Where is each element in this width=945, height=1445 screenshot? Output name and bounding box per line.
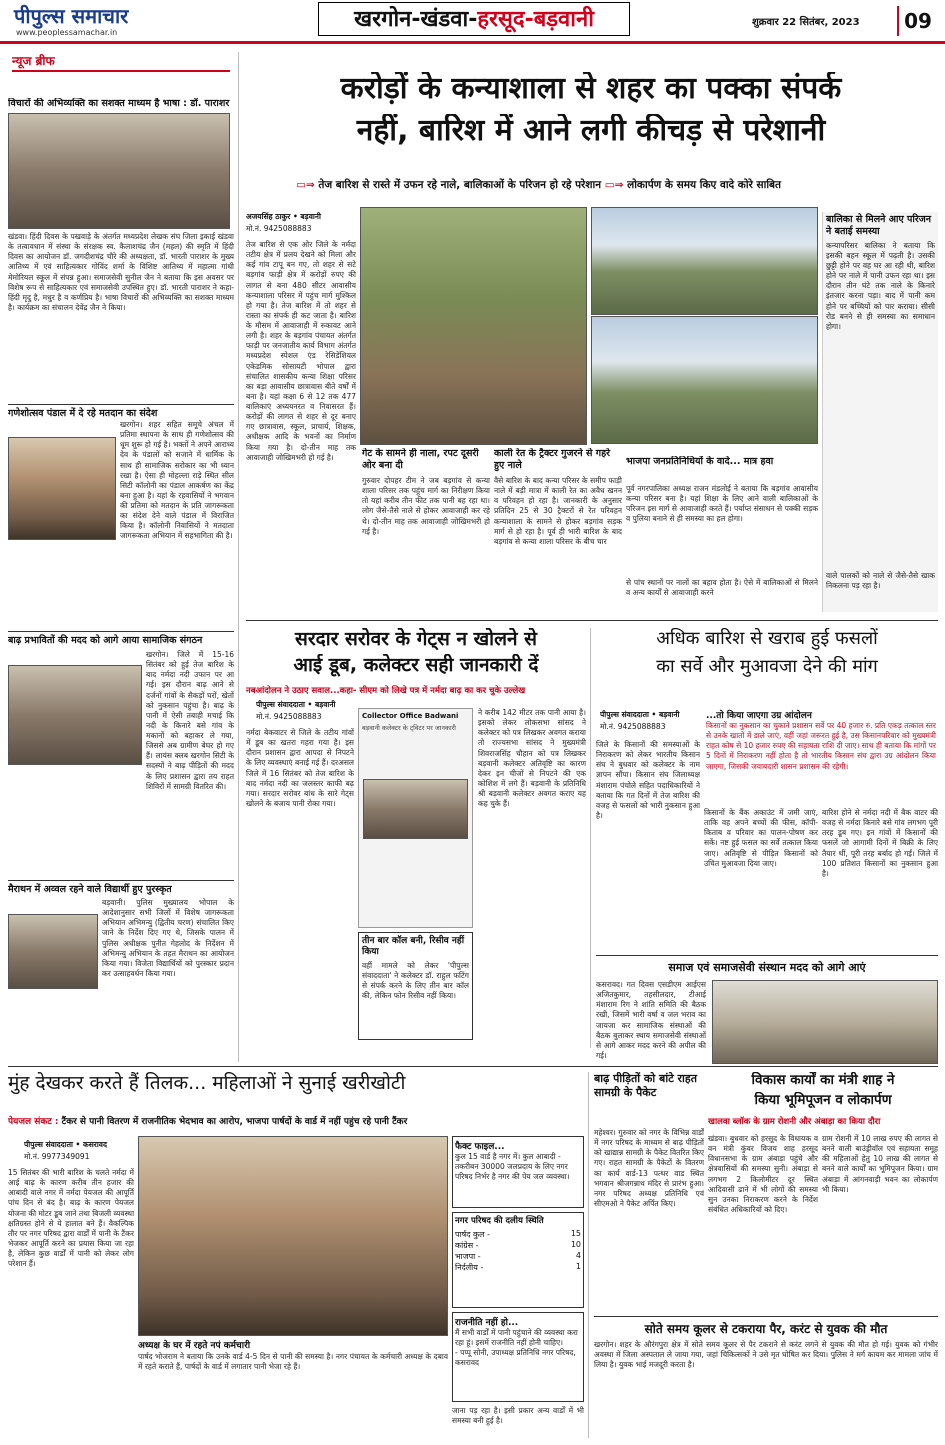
minister-body-1: खंडवा। बुधवार को हरसूद के विधायक व वन मंत्री कुंवर विजय शाह हरसूद विधानसभा के ग्राम अंबाड़ा पहुंचे और क्षेत्रवासियों की समस्या सुनी। अंबाड़ा से लगभग 2 किलोमीटर दूर स्थित आदिवासी ढाने में भी लोगों की समस्या सुन उनका निराकरण करने के निर्देश संबंधित अधिकारियों को दिए। [708,1134,818,1214]
sardar-headline-2: आई डूब, कलेक्टर सही जानकारी दें [293,654,539,676]
lead-sub1-caption: गेट के सामने ही नाला, रपट दूसरी ओर बना दी [362,448,479,471]
tilak-deck-label: पेयजल संकट : [8,1117,59,1127]
brief-3-body: खरगोन। जिले में 15-16 सितंबर को हुई तेज बारिश के बाद नर्मदा नदी उफान पर आ गई। इस दौरान बाढ़ आने से दर्जनों गांवों के सैकड़ों घरों, खेतों को नुकसान पहुंचा है। बाढ़ के पानी में ऐसी तबाही मचाई कि नदी के किनारे बसे गांव के मकानों को बहाकर ले गया, जिससे अब ग्रामीण बेघर हो गए हैं। लायंस क्लब खरगोन सिटी के सदस्यों ने बाढ़ पीड़ितों की मदद के लिए प्रशासन द्वारा तय राहत शिविरों में सामग्री वितरित की। [146,650,234,791]
tilak-photo [138,1136,448,1336]
tilak-tail: जाना पड़ रहा है। इसी प्रकार अन्य वार्डों में भी समस्या बनी हुई है। [452,1406,584,1426]
masthead-logo[interactable]: पीपुल्स समाचार [14,4,129,28]
lead-deck-1: तेज बारिश से रास्ते में उफन रहे नाले, बालिकाओं के परिजन हो रहे परेशान [318,179,602,191]
crops-mobile: मो.नं. 9425088883 [600,722,666,731]
news-brief-label: न्यूज ब्रीफ [12,52,230,72]
party-name: पार्षद कुल - [455,1230,491,1239]
brief-4-photo [8,914,98,989]
tilak-photo-text: पार्षद भोजराम ने बताया कि उनके वार्ड 4-5 दिन से पानी की समस्या है। नगर पंचायत के कर्मचारी अध्यक्ष के दबाव में रहते कराते हैं, पार्षदों के वार्ड में लगातार पानी भेजा रहे हैं। [138,1352,448,1372]
lead-sub3-text: पूर्व नगरपालिका अध्यक्ष राजन मंडलोई ने बताया कि बड़गांव आवासीय कन्या परिसर बना है। यहां शिक्षा के लिए आने वाली बालिकाओं के परिजन इस मार्ग से आवाजाही करते हैं। पर्याप्त संसाधन से पक्की सड़क व पुलिया बनाने से ही समस्या का हल होगा। [626,484,818,524]
quote-box [452,1312,584,1402]
minister-deck: खालवा ब्लॉक के ग्राम रोशनी और अंबाड़ा का किया दौरा [708,1117,881,1127]
sardar-doc-sub: बड़वानी कलेक्टर के ट्विटर पर जानकारी [362,724,456,732]
crops-headline-1: अधिक बारिश से खराब हुई फसलों [656,628,878,649]
section-title-1: खरगोन-खंडवा- [354,7,478,32]
minister-headline-1: विकास कार्यों का मंत्री शाह ने [751,1072,895,1088]
sardar-mobile: मो.नं. 9425088883 [256,712,322,721]
crops-body-2: किसानों के बैंक अकाउंट में जमी जाएं, ताकि वह अपने बच्चों की फीस, कॉपी-किताब व परिवार का पालन-पोषण कर सकें। नष्ट हुई फसल का सर्वे तत्काल किया जाए। अतिवृष्टि से पीड़ित किसानों को उचित मुआवजा दिया जाए। [704,808,818,868]
party-count: 4 [575,1251,581,1260]
lead-byline: अजयसिंह ठाकुर • बड़वानी [246,212,321,221]
fact-file-box [452,1136,584,1208]
lead-deck-2: लोकार्पण के समय किए वादे कोरे साबित [627,179,782,191]
sardar-box [358,932,473,1040]
crops-body-1: जिले के किसानों की समस्याओं के निराकरण को लेकर भारतीय किसान संघ ने बुधवार को कलेक्टर के नाम ज्ञापन सौंपा। किसान संघ जिलाध्यक्ष मंशाराम पंचोले सहित पदाधिकारियों ने बताया कि गत दिनों में तेज बारिश की वजह से फसलों को भारी नुकसान हुआ है। [596,740,700,820]
party-row [455,1262,581,1273]
brief-1-photo [8,113,230,229]
fact-file-title: फैक्ट फाइल... [455,1142,505,1152]
sardar-deck: नबआंदोलन ने उठाए सवाल...कहा- सीएम को लिखे पत्र में नर्मदा बाढ़ का कर चुके उल्लेख [246,686,526,696]
crops-box [704,706,938,806]
party-title: नगर परिषद की दलीय स्थिति [455,1216,544,1226]
brief-2-headline: गणेशोत्सव पंडाल में दे रहे मतदान का संदेश [8,404,234,419]
tilak-photo-caption: अध्यक्ष के घर में रहते नपं कर्मचारी [138,1341,251,1351]
section-title-2: हरसूद- [477,7,534,32]
brief-2-photo [8,437,116,540]
crops-box-body: किसानों का नुकसान का चुकाने प्रशासन सर्वे पर 40 हजार रु. प्रति एकड़ तत्काल स्तर से उनके खातों में डाले जाएं, वहीं जहां जरूरत हुई है, उस किसानपरिवार को मुख्यमंत्री राहत कोष से 10 हजार रुपए की सहायता राशि दी जाए। साथ ही बताया कि मांगों पर 5 दिनों में निराकरण नहीं होता है तो भारतीय किसान संघ द्वारा उग्र आंदोलन किया जाएगा, जिसकी जवाबदारी शासन प्रशासन की रहेगी। [706,721,936,771]
lead-photo-hostel [591,316,818,444]
sardar-box-title: तीन बार कॉल बनी, रिसीव नहीं किया [362,936,465,957]
cooler-body: खरगोन। शहर के औरंगपुरा क्षेत्र में सोते समय कूलर से पैर टकराने से करंट लगने से युवक की मौत हो गई। युवक को गंभीर अवस्था में जिला अस्पताल ले जाया गया, जहां चिकित्सकों ने उसे मृत घोषित कर दिया। पुलिस ने मर्ग कायम कर मामला जांच में लिया है। युवक भाई मजदूरी करता है। [594,1340,938,1370]
crops-box-title: ...तो किया जाएगा उग्र आंदोलन [706,711,812,721]
issue-date: शुक्रवार 22 सितंबर, 2023 [752,17,860,28]
party-row [455,1251,581,1262]
brief-2-body: खरगोन। शहर सहित समूचे अंचल में प्रतिमा स्थापना के साथ ही गणेशोत्सव की धूम शुरू हो गई है। भक्तों ने अपने आराध्य देव के पंडालों को सजाने में धार्मिक के साथ ही सामाजिक सरोकार का भी ध्यान रखा है। ऐसा ही मोहल्ला राड़े स्थित सील सिटी कॉलोनी का पंडाल आकर्षण का केंद्र बना हुआ है। यहां के रहवासियों ने भगवान की प्रतिमा को मतदान के प्रति जागरूकता का संदेश देने वाले पंडाल में विराजित किया है। कॉलोनी निवासियों ने मतदाता जागरूकता अभियान में सहभागिता की है। [120,420,234,541]
tilak-headline: मुंह देखकर करते हैं तिलक... महिलाओं ने सुनाई खरीखोटी [8,1072,406,1094]
party-count: 15 [570,1229,581,1238]
lead-sidebar-title: बालिका से मिलने आए परिजन ने बताई समस्या [826,214,932,237]
brief-4-headline: मैराथन में अव्वल रहने वाले विद्यार्थी हुए पुरस्कृत [8,880,234,895]
party-name: निर्दलीय - [455,1263,484,1272]
brief-4-body: बड़वानी। पुलिस मुख्यालय भोपाल के आदेशानुसार सभी जिलों में विशेष जागरूकता अभियान अभिमन्यु (द्वितीय चरण) संचालित किए जाने के निर्देश दिए गए थे, जिसके पालन में पुलिस अधीक्षक पुनीत गेहलोद के निर्देशन में अभिमन्यु अभियान के तहत मैराथन का आयोजन किया गया। विजेता विद्यार्थियों को पुरस्कार प्रदान कर उत्साहवर्धन किया गया। [102,898,234,978]
lead-sidebar-tail: वाले पालकों को नाले से जैसे-तैसे खाक निकलना पड़ रहा है। [826,570,935,590]
social-body: कसरावद। गत दिवस एसडीएम आईएस अजितकुमार, तहसीलदार, टीआई मंशाराम रिग ने शांति समिति की बैठक रखी, जिसमें भारी वर्षा व जल भराव का जायजा कर सामाजिक संस्थाओं की बैठक बुलाकर स्थाय समाजसेवी संस्थाओं से आगे आकर मदद करने की अपील की गई। [596,980,706,1060]
sardar-byline: पीपुल्स संवाददाता • बड़वानी [256,700,336,709]
quote-attrib: - पप्पू सोनी, उपाध्यक्ष प्रतिनिधि नगर परिषद, कसरावद [455,1348,576,1368]
sardar-body-2: ने करीब 142 मीटर तक पानी आया है। इसको लेकर लोकसभा सांसद ने कलेक्टर को पत्र लिखकर अवगत कराया तो राज्यसभा सांसद ने मुख्यमंत्री शिवराजसिंह चौहान को पत्र लिखकर बड़वानी कलेक्टर अतिवृष्टि का कारण देकर इन चीजों से निपटने की एक कोशिश में लगे हैं। बड़वानी के प्रतिनिधि श्री बड़वानी कलेक्टर अवगत कराए यह कह चुके हैं। [478,708,586,809]
relief-headline: बाढ़ पीड़ितों को बांटे राहत सामग्री के पैकेट [594,1072,698,1099]
minister-body-2: ग्राम रोशनी में 10 लाख रुपए की लागत से बनने वाली बाउंड्रीवॉल एवं सहायता समूह की महिलाओं हेतु 10 लाख की लागत से बनने वाले कार्यों का भूमिपूजन किया। ग्राम अंबाड़ा में आंगनवाड़ी भवन का लोकार्पण भी किया। [822,1134,938,1194]
brief-1-headline: विचारों की अभिव्यक्ति का सशक्त माध्यम है भाषा : डॉ. पाराशर [8,98,230,109]
crops-headline-2: का सर्वे और मुआवजा देने की मांग [656,656,878,677]
social-headline: समाज एवं समाजसेवी संस्थान मदद को आगे आएं [668,961,866,974]
deck-arrow-1-icon: ▭⇒ [296,179,315,191]
tilak-mobile: मो.नं. 9977349091 [24,1152,90,1161]
lead-sub3-caption: भाजपा जनप्रतिनिधियों के वादे... मात्र हवा [626,456,774,467]
sardar-headline-1: सरदार सरोवर के गेट्स न खोलने से [295,628,537,650]
page-number: 09 [897,6,937,36]
brief-3-headline: बाढ़ प्रभावितों की मदद को आगे आया सामाजिक संगठन [8,631,234,646]
lead-deck [296,178,936,192]
deck-arrow-2-icon: ▭⇒ [604,179,624,191]
social-photo [712,980,938,1064]
tilak-deck-text: टैंकर से पानी वितरण में राजनीतिक भेदभाव का आरोप, भाजपा पार्षदों के वार्ड में नहीं पहुंच रहे पानी टैंकर [61,1117,408,1127]
lead-headline-2: नहीं, बारिश में आने लगी कीचड़ से परेशानी [356,114,826,148]
sardar-doc-photo [363,779,468,839]
lead-sidebar [822,212,938,612]
quote-title: राजनीति नहीं हो... [455,1318,519,1328]
tilak-deck [8,1114,584,1127]
tilak-byline: पीपुल्स संवाददाता • कसरावद [24,1140,107,1149]
quote-body: मैं सभी वार्डों में पानी पहुंचाने की व्यवस्था करा रहा हूं। इसमें राजनीति नहीं होनी चाहिए। [455,1328,578,1348]
crops-byline: पीपुल्स संवाददाता • बड़वानी [600,710,680,719]
sardar-doc-header: Collector Office Badwani [362,712,459,720]
party-row [455,1229,581,1240]
relief-body: महेश्वर। गुरुवार को नगर के विभिन्न वार्डों में नगर परिषद के माध्यम से बाढ़ पीड़ितों को खाद्यान्न सामग्री के पैकेट वितरित किए गए। राहत सामग्री के पैकेटों के वितरण का कार्य वार्ड-13 पत्थर वाड स्थित भगवान श्रीजगन्नाथ मंदिर से प्रारंभ हुआ। नगर परिषद अध्यक्ष प्रतिनिधि एवं सीएमओ ने पैकेट अर्पित किए। [594,1128,704,1208]
lead-sub1-text: गुरुवार दोपहर टीम ने जब बड़गांव से कन्या शाला परिसर तक पहुंच मार्ग का निरीक्षण किया तो यहां करीब तीन फीट तक पानी बह रहा था। लोग जैसे-तैसे नाले से होकर आवाजाही कर रहे थे। दो-तीन माह तक आवाजाही जोखिमभरी हो गई है। [362,476,490,536]
section-title [318,2,630,36]
lead-sub2-caption: काली रेत के ट्रैक्टर गुजरने से गहरे हुए नाले [494,448,610,471]
cooler-headline: सोते समय कूलर से टकराया पैर, करंट से युवक की मौत [644,1322,888,1336]
lead-sidebar-body: कन्यापरिसर बालिका ने बताया कि इसकी बहन स्कूल में पढ़ती है। उसकी छुट्टी होने पर वह घर आ रही थी, बारिश होने पर नाले में पानी उफन रहा था। इस दौरान तीन घंटे तक नाले के किनारे इंतजार करना पड़ा। बाद में पानी कम होने पर बच्चियों को पार कराया। सीसी रोड बनने से ही समस्या का समाधान होगा। [826,240,935,331]
lead-photo-campus [591,207,818,315]
party-row [455,1240,581,1251]
lead-photo-road [360,207,587,445]
brief-1-body: खंडवा। हिंदी दिवस के पखवाड़े के अंतर्गत मध्यप्रदेश लेखक संघ जिला इकाई खंडवा के तत्वावधान में संस्था के संरक्षक स्व. कैलाशचंद्र जैन (महल) की स्मृति में हिंदी दिवस का आयोजन डॉ. जगदीशचंद्र चौरे की अध्यक्षता, डॉ. भारती पाराशर के मुख्य आतिथ्य में एवं साहित्यकार गोविंद शर्मा के विशिष्ट आतिथ्य में महात्मा गांधी मेमोरियल स्कूल में संपन्न हुआ। समाजसेवी सुनील जैन ने बताया कि इस अवसर पर विशेष रूप से साहित्यकार एवं समाजसेवी उपस्थित हुए। डॉ. भारती पाराशर ने कहा- हिंदी मृदु है, मधुर है व कर्णप्रिय है। भाषा विचारों की अभिव्यक्ति का सशक्त माध्यम है। कार्यक्रम का संचालन देवेंद्र जैन ने किया। [8,232,234,312]
minister-headline-2: किया भूमिपूजन व लोकार्पण [754,1092,892,1108]
lead-body: तेज बारिश से एक ओर जिले के नर्मदा तटीय क्षेत्र में प्रलय देखने को मिला और कई गांव टापू बन गए, तो शहर से सटे बड़गांव फाड़ी क्षेत्र में करोड़ों रुपए की लागत से बना 480 सीटर आवासीय कन्याशाला परिसर में पहुंच मार्ग मुश्किल हो गया है। तेज बारिश में तो शहर से रास्ता का संपर्क ही कट जाता है। बारिश के मौसम में आवाजाही में रुकावट आने लगी है। शहर के बड़गांव पंचायत अंतर्गत फाड़ी पर जनजातीय कार्य विभाग अंतर्गत मध्यप्रदेश स्पेशल एंड रेसिडेंशियल एकेडमिक सोसायटी भोपाल द्वारा संचालित शासकीय कन्या शिक्षा परिसर का बड़ा आवासीय छात्रावास बीते वर्षों में बना है। यहां कक्षा 6 से 12 तक 477 बालिकाएं अध्ययनरत व निवासरत हैं। करोड़ों की लागत से शहर से दूर बनाए गए छात्रावास, स्कूल, प्राचार्य, शिक्षक, अधीक्षक आदि के भवनों का निर्माण किया गया है। दो-तीन माह तक आवाजाही जोखिमभरी हो गई है। [246,240,356,462]
party-box [452,1212,584,1308]
party-name: कांग्रेस - [455,1241,479,1250]
tilak-body: 15 सितंबर की भारी बारिश के चलते नर्मदा में आई बाढ़ के कारण करीब तीन हजार की आबादी वाले नगर में नर्मदा पेयजल की आपूर्ति पांच दिन से बंद है। बाढ़ के कारण पेयजल योजना की मोटर डूब जाने तथा बिजली व्यवस्था क्षतिग्रस्त होने से ये हालात बने हैं। वैकल्पिक तौर पर नगर परिषद द्वारा वार्डों में पानी के टैंकर भेजकर आपूर्ति करने का प्रयास किया जा रहा है, लेकिन कुछ वार्डों में पानी को लेकर लोग परेशान हैं। [8,1168,134,1269]
masthead-url[interactable]: www.peoplessamachar.in [16,28,118,37]
masthead [0,0,945,44]
lead-mobile: मो.नं. 9425088883 [246,224,312,233]
lead-sub2-text: वैसे बारिश के बाद कन्या परिसर के समीप फाड़ी नाले में बड़ी मात्रा में काली रेत का अवैध खनन व परिवहन हो रहा है। जानकारी के अनुसार प्रतिदिन 25 से 30 ट्रैक्टरों से रेत परिवहन कन्याशाला के सामने से होकर बड़गांव सड़क मार्ग से हो रहा है। पूर्व ही भारी बारिश के बाद बड़गांव से कन्या शाला परिसर के बीच चार [494,476,622,546]
sardar-box-body: वहीं मामले को लेकर 'पीपुल्स संवाददाता' ने कलेक्टर डॉ. राहुल फटिंग से संपर्क करने के लिए तीन बार कॉल की, लेकिन फोन रिसीव नहीं किया। [362,960,469,1000]
lead-headline-1: करोड़ों के कन्याशाला से शहर का पक्का संपर्क [340,72,842,106]
brief-3-photo [8,665,142,765]
party-count: 1 [575,1262,581,1271]
lead-col-extra: से पांच स्थानों पर नालों का बहाव होता है। ऐसे में बालिकाओं से मिलने व अन्य कार्यों से आवाजाही करने [626,578,818,598]
sardar-doc [358,708,473,928]
party-name: भाजपा - [455,1252,481,1261]
section-title-3: बड़वानी [533,7,594,32]
party-count: 10 [570,1240,581,1249]
sardar-body-1: नर्मदा बेकवाटर से जिले के तटीय गांवों में डूब का खतरा गहरा गया है। इस दौरान प्रशासन द्वारा आपदा से निपटने के लिए व्यवस्थाएं बनाई गई हैं। दरअसल जिले में 16 सितंबर को तेज बारिश के बाद नर्मदा नदी का जलस्तर काफी बढ़ गया। सरदार सरोवर बांध के सारे गेट्स खोलने के बजाय पानी रोका गया। [246,728,354,808]
fact-file-body: कुल 15 वार्ड है नगर में। कुल आबादी - तकरीबन 30000 जलप्रदाय के लिए नगर परिषद निर्भर है नगर की पेय जल व्यवस्था। [455,1152,570,1182]
crops-body-3: बारिश होने से नर्मदा नदी में बैक वाटर की वजह से नर्मदा किनारे बसे गांव लगभग पूरी तरह डूब गए। इन गांवों में किसानों की फसलें जो आगामी दिनों में बिक्री के लिए तैयार थीं, पूरी तरह बर्बाद हो गईं। जिले में 100 प्रतिशत किसानों का नुकसान हुआ है। [822,808,938,878]
